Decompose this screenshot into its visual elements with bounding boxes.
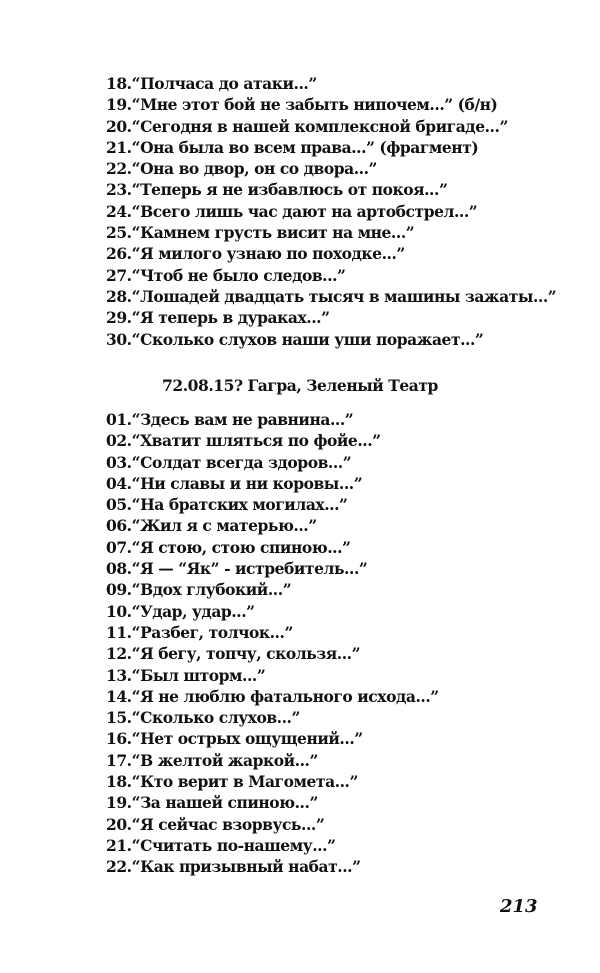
list-item: 04.“Ни славы и ни коровы...” — [106, 473, 363, 493]
list-item: 03.“Солдат всегда здоров...” — [106, 452, 352, 472]
list-item: 22.“Она во двор, он со двора...” — [106, 159, 378, 179]
list-item: 28.“Лошадей двадцать тысяч в машины зажаты...” — [106, 286, 557, 306]
list-item: 24.“Всего лишь час дают на артобстрел...” — [106, 201, 478, 221]
list-item: 02.“Хватит шляться по фойе...” — [106, 431, 381, 451]
song-list-section — [106, 409, 439, 878]
list-item: 13.“Был шторм...” — [106, 665, 266, 685]
list-item: 15.“Сколько слухов...” — [106, 708, 300, 728]
list-item: 25.“Камнем грусть висит на мне...” — [106, 223, 415, 243]
list-item: 07.“Я стою, стою спиною...” — [106, 537, 351, 557]
list-item: 27.“Чтоб не было следов...” — [106, 265, 346, 285]
list-item: 18.“Кто верит в Магомета...” — [106, 772, 358, 792]
list-item: 20.“Сегодня в нашей комплексной бригаде...” — [106, 116, 508, 136]
list-item: 08.“Я — “Як” - истребитель...” — [106, 559, 368, 579]
list-item: 30.“Сколько слухов наши уши поражает...” — [106, 329, 484, 349]
list-item: 14.“Я не люблю фатального исхода...” — [106, 686, 439, 706]
page-number: 213 — [500, 896, 538, 917]
list-item: 21.“Считать по-нашему...” — [106, 835, 336, 855]
section-title: 72.08.15? Гагра, Зеленый Театр — [162, 376, 438, 395]
list-item: 06.“Жил я с матерью...” — [106, 516, 317, 536]
list-item: 23.“Теперь я не избавлюсь от покоя...” — [106, 180, 448, 200]
list-item: 19.“За нашей спиною...” — [106, 793, 318, 813]
list-item: 10.“Удар, удар...” — [106, 601, 255, 621]
song-list-continued — [106, 73, 556, 350]
list-item: 17.“В желтой жаркой...” — [106, 750, 318, 770]
list-item: 29.“Я теперь в дураках...” — [106, 308, 330, 328]
list-item: 21.“Она была во всем права...” (фрагмент) — [106, 137, 479, 157]
list-item: 05.“На братских могилах...” — [106, 495, 348, 515]
list-item: 22.“Как призывный набат...” — [106, 857, 361, 877]
list-item: 11.“Разбег, толчок...” — [106, 622, 293, 642]
list-item: 26.“Я милого узнаю по походке...” — [106, 244, 405, 264]
list-item: 20.“Я сейчас взорвусь...” — [106, 814, 325, 834]
list-item: 09.“Вдох глубокий...” — [106, 580, 292, 600]
list-item: 19.“Мне этот бой не забыть нипочем...” (б/н) — [106, 95, 498, 115]
list-item: 12.“Я бегу, топчу, скользя...” — [106, 644, 361, 664]
list-item: 16.“Нет острых ощущений...” — [106, 729, 363, 749]
list-item: 18.“Полчаса до атаки...” — [106, 74, 317, 93]
list-item: 01.“Здесь вам не равнина...” — [106, 410, 354, 429]
